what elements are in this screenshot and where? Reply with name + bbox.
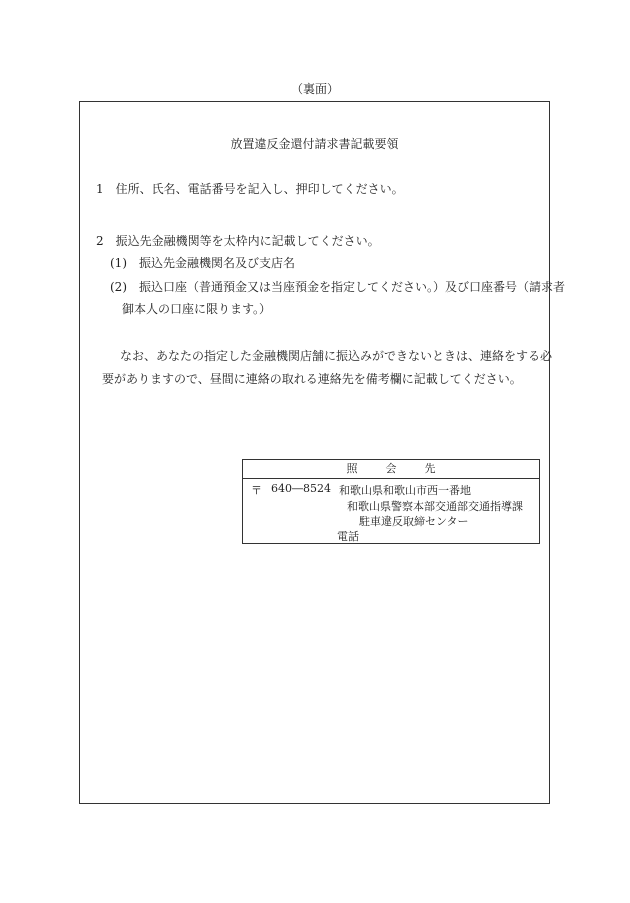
instruction-subitem-1: (1) 振込先金融機関名及び支店名 — [110, 256, 295, 270]
note-line-1: なお、あなたの指定した金融機関店舗に振込みができないときは、連絡をする必 — [120, 349, 553, 363]
instruction-subitem-2: (2) 振込口座（普通預金又は当座預金を指定してください。）及び口座番号（請求者 — [110, 280, 566, 294]
instruction-item-1: 1 住所、氏名、電話番号を記入し、押印してください。 — [96, 182, 404, 196]
note-line-2: 要がありますので、昼間に連絡の取れる連絡先を備考欄に記載してください。 — [102, 372, 522, 386]
contact-department: 和歌山県警察本部交通部交通指導課 — [347, 500, 523, 513]
contact-center: 駐車違反取締センター — [359, 515, 469, 528]
instruction-item-2: 2 振込先金融機関等を太枠内に記載してください。 — [96, 234, 380, 248]
contact-heading-char-1: 照 — [346, 462, 358, 475]
postal-mark: 〒 — [251, 484, 262, 497]
document-title: 放置違反金還付請求書記載要領 — [230, 137, 399, 151]
contact-heading-char-3: 先 — [424, 462, 436, 475]
contact-heading-char-2: 会 — [385, 462, 397, 475]
page-side-label: （裏面） — [290, 82, 339, 96]
contact-phone-label: 電話 — [337, 530, 359, 543]
contact-heading — [243, 460, 539, 479]
contact-address: 和歌山県和歌山市西一番地 — [339, 484, 471, 497]
postal-code: 640―8524 — [271, 482, 331, 495]
instruction-subitem-2-continued: 御本人の口座に限ります。） — [122, 302, 272, 316]
document-frame — [79, 101, 566, 804]
contact-info-box — [242, 459, 540, 544]
